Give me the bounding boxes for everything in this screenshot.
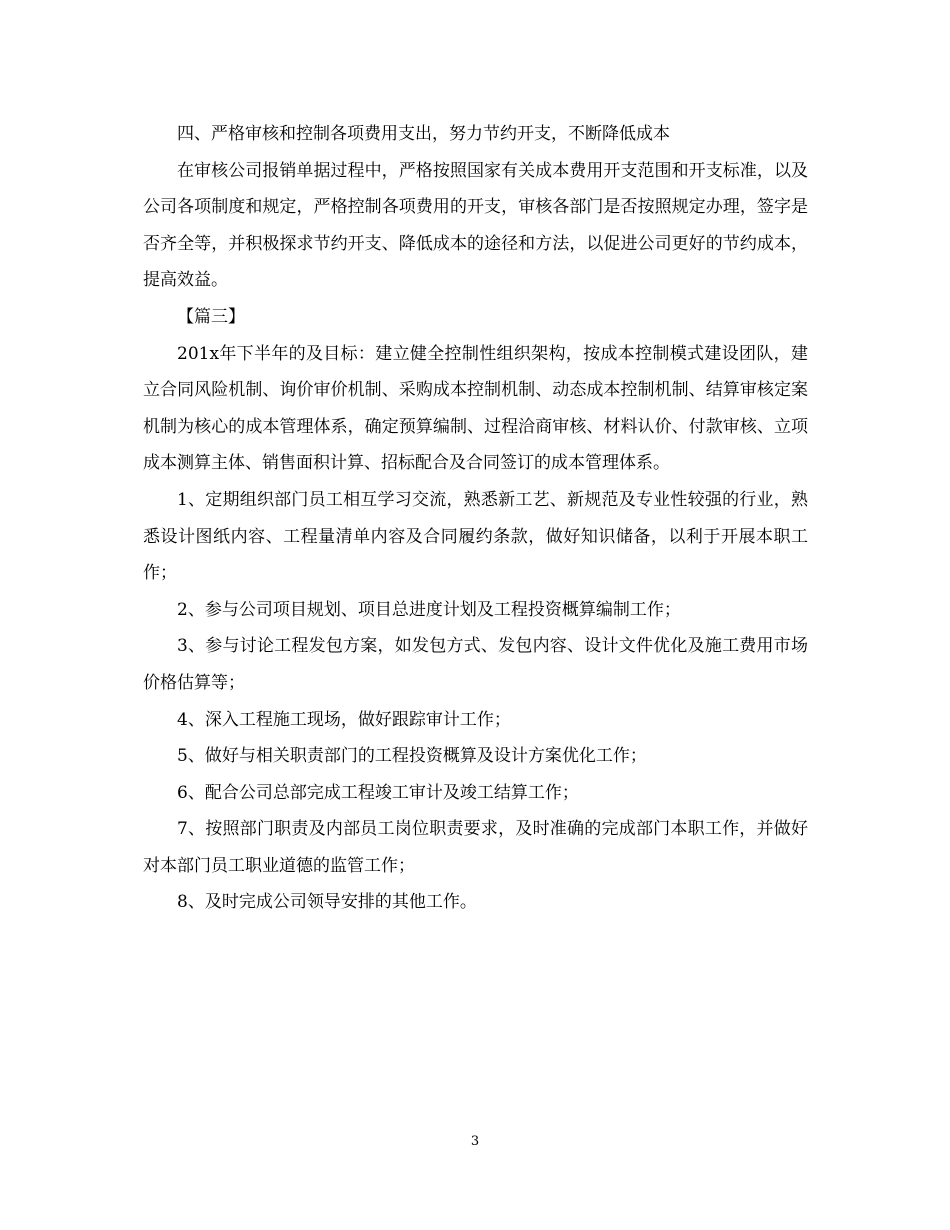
list-item-5: 5、做好与相关职责部门的工程投资概算及设计方案优化工作； bbox=[177, 746, 647, 767]
body-paragraph: 在审核公司报销单据过程中，严格按照国家有关成本费用开支范围和开支标准，以及公司各项制度和规定，严格控制各项费用的开支，审核各部门是否按照规定办理，签字是否齐全等，并积极探求节约开支、降低成本的途径和方法，以促进公司更好的节约成本，提高效益。 bbox=[143, 160, 808, 291]
section-heading-4: 四、严格审核和控制各项费用支出，努力节约开支，不断降低成本 bbox=[177, 124, 670, 144]
section-heading-part3: 【篇三】 bbox=[177, 306, 245, 327]
list-item-6: 6、配合公司总部完成工程竣工审计及竣工结算工作； bbox=[177, 782, 579, 803]
list-item-1: 1、定期组织部门员工相互学习交流，熟悉新工艺、新规范及专业性较强的行业，熟悉设计图纸内容、工程量清单内容及合同履约条款，做好知识储备，以利于开展本职工作； bbox=[143, 489, 808, 584]
list-item-4: 4、深入工程施工现场，做好跟踪审计工作； bbox=[177, 709, 511, 730]
list-item-3: 3、参与讨论工程发包方案，如发包方式、发包内容、设计文件优化及施工费用市场价格估算等； bbox=[143, 636, 808, 693]
list-item-8: 8、及时完成公司领导安排的其他工作。 bbox=[177, 892, 477, 913]
list-item-2: 2、参与公司项目规划、项目总进度计划及工程投资概算编制工作； bbox=[177, 599, 681, 620]
page-number: 3 bbox=[470, 1134, 480, 1149]
body-paragraph: 201x年下半年的及目标：建立健全控制性组织架构，按成本控制模式建设团队，建立合同风险机制、询价审价机制、采购成本控制机制、动态成本控制机制、结算审核定案机制为核心的成本管理体系，确定预算编制、过程洽商审核、材料认价、付款审核、立项成本测算主体、销售面积计算、招标配合及合同签订的成本管理体系。 bbox=[143, 343, 808, 474]
document-body bbox=[143, 116, 808, 921]
list-item-7: 7、按照部门职责及内部员工岗位职责要求，及时准确的完成部门本职工作，并做好对本部门员工职业道德的监管工作； bbox=[143, 819, 808, 876]
